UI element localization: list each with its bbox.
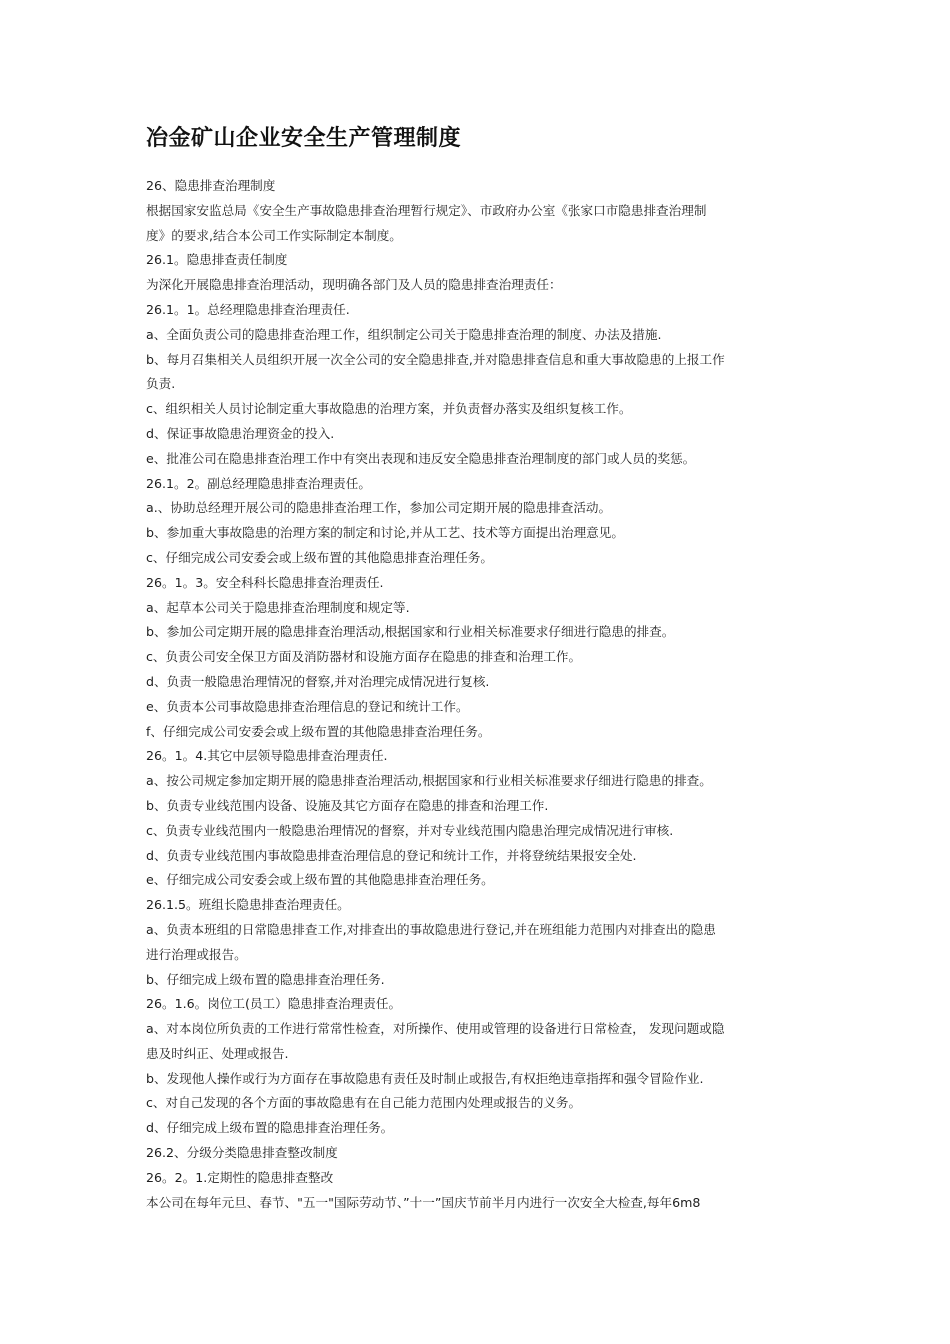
body-line: d、保证事故隐患治理资金的投入. [146, 425, 335, 441]
body-line: 26.2、分级分类隐患排查整改制度 [146, 1145, 338, 1161]
body-line: 26.1.5。班组长隐患排查治理责任。 [146, 897, 350, 913]
body-line: c、组织相关人员讨论制定重大事故隐患的治理方案，并负责督办落实及组织复核工作。 [146, 401, 632, 417]
body-line: c、负责专业线范围内一般隐患治理情况的督察，并对专业线范围内隐患治理完成情况进行审核. [146, 822, 674, 838]
body-line: b、仔细完成上级布置的隐患排查治理任务. [146, 971, 385, 987]
body-line: c、对自己发现的各个方面的事故隐患有在自己能力范围内处理或报告的义务。 [146, 1095, 582, 1111]
body-line: a、负责本班组的日常隐患排查工作,对排查出的事故隐患进行登记,并在班组能力范围内对排查出的隐患 [146, 921, 716, 937]
body-line: a、按公司规定参加定期开展的隐患排查治理活动,根据国家和行业相关标准要求仔细进行隐患的排查。 [146, 773, 712, 789]
body-line: a、全面负责公司的隐患排查治理工作，组织制定公司关于隐患排查治理的制度、办法及措施. [146, 326, 662, 342]
body-line: b、参加公司定期开展的隐患排查治理活动,根据国家和行业相关标准要求仔细进行隐患的排查。 [146, 624, 675, 640]
body-line: d、仔细完成上级布置的隐患排查治理任务。 [146, 1120, 394, 1136]
body-line: 进行治理或报告。 [146, 946, 247, 962]
body-line: f、仔细完成公司安委会或上级布置的其他隐患排查治理任务。 [146, 723, 491, 739]
body-line: 根据国家安监总局《安全生产事故隐患排查治理暂行规定》、市政府办公室《张家口市隐患排查治理制 [146, 202, 707, 218]
body-line: 负责. [146, 376, 176, 392]
body-line: e、仔细完成公司安委会或上级布置的其他隐患排查治理任务。 [146, 872, 494, 888]
body-line: 为深化开展隐患排查治理活动，现明确各部门及人员的隐患排查治理责任： [146, 277, 562, 293]
body-line: 本公司在每年元旦、春节、"五一"国际劳动节、”十一”国庆节前半月内进行一次安全大检查,每年6m8 [146, 1194, 701, 1210]
body-line: a、对本岗位所负责的工作进行常常性检查，对所操作、使用或管理的设备进行日常检查， 发现问题或隐 [146, 1021, 725, 1037]
body-line: c、仔细完成公司安委会或上级布置的其他隐患排查治理任务。 [146, 549, 493, 565]
body-line: d、负责专业线范围内事故隐患排查治理信息的登记和统计工作，并将登统结果报安全处. [146, 847, 637, 863]
document-title: 冶金矿山企业安全生产管理制度 [146, 125, 462, 151]
body-line: 26、隐患排查治理制度 [146, 178, 276, 193]
body-line: b、参加重大事故隐患的治理方案的制定和讨论,并从工艺、技术等方面提出治理意见。 [146, 525, 624, 541]
body-line: a、起草本公司关于隐患排查治理制度和规定等. [146, 599, 410, 615]
body-line: 26.1。1。总经理隐患排查治理责任. [146, 301, 350, 317]
body-line: e、负责本公司事故隐患排查治理信息的登记和统计工作。 [146, 698, 469, 714]
body-line: b、负责专业线范围内设备、设施及其它方面存在隐患的排查和治理工作. [146, 797, 549, 813]
body-line: 度》的要求,结合本公司工作实际制定本制度。 [146, 227, 402, 243]
body-line: 26.1。2。副总经理隐患排查治理责任。 [146, 475, 371, 491]
body-line: d、负责一般隐患治理情况的督察,并对治理完成情况进行复核. [146, 673, 490, 689]
body-line: 26.1。隐患排查责任制度 [146, 252, 288, 268]
body-line: c、负责公司安全保卫方面及消防器材和设施方面存在隐患的排查和治理工作。 [146, 649, 582, 665]
document-body [146, 174, 812, 1215]
body-line: 患及时纠正、处理或报告. [146, 1045, 289, 1061]
body-line: 26。1.6。岗位工(员工）隐患排查治理责任。 [146, 996, 402, 1012]
body-line: b、发现他人操作或行为方面存在事故隐患有责任及时制止或报告,有权拒绝违章指挥和强令冒险作业. [146, 1070, 704, 1086]
body-line: 26。1。3。安全科科长隐患排查治理责任. [146, 574, 384, 590]
body-line: b、每月召集相关人员组织开展一次全公司的安全隐患排查,并对隐患排查信息和重大事故隐患的上报工作 [146, 351, 725, 367]
body-line: e、批准公司在隐患排查治理工作中有突出表现和违反安全隐患排查治理制度的部门或人员的奖惩。 [146, 450, 696, 466]
body-line: 26。2。1.定期性的隐患排查整改 [146, 1169, 334, 1185]
body-line: 26。1。4.其它中层领导隐患排查治理责任. [146, 748, 388, 764]
body-line: a.、协助总经理开展公司的隐患排查治理工作，参加公司定期开展的隐患排查活动。 [146, 500, 612, 516]
